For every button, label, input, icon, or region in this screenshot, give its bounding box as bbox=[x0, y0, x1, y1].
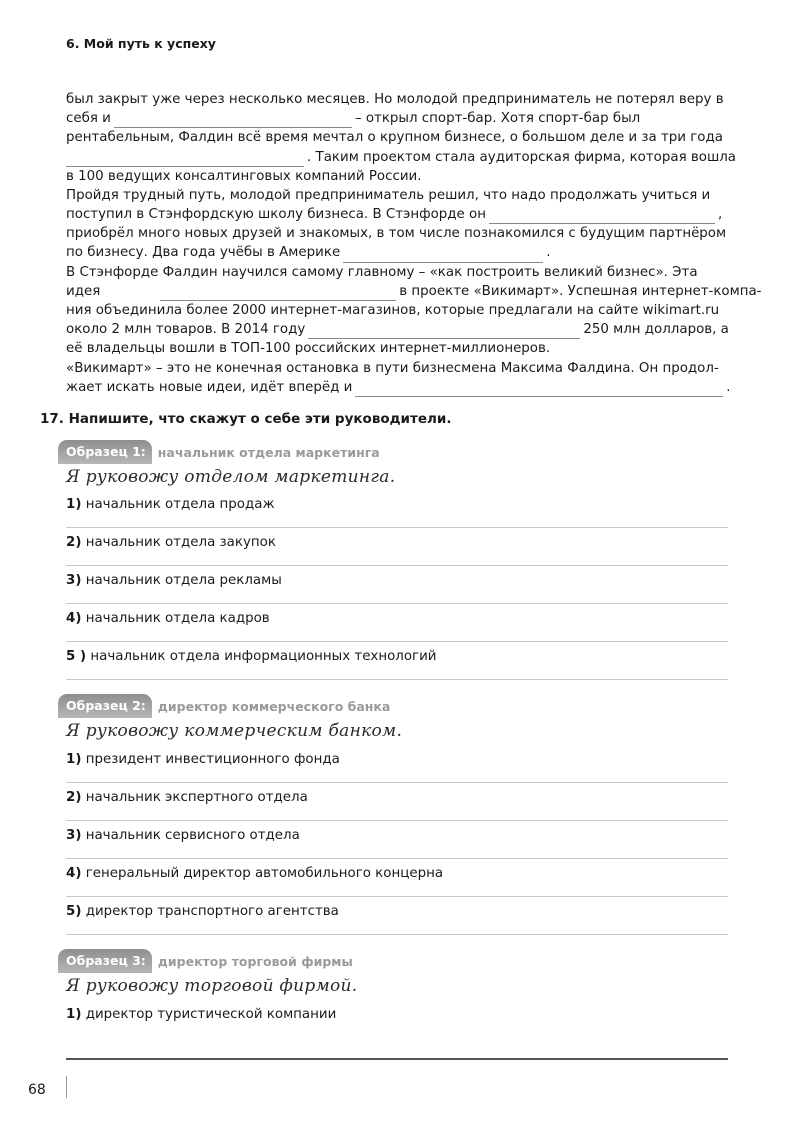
sample-answer: Я руковожу торговой фирмой. bbox=[66, 976, 358, 996]
sample-role: начальник отдела маркетинга bbox=[157, 444, 380, 460]
text-line bbox=[66, 320, 729, 339]
fill-in-blank[interactable] bbox=[355, 383, 723, 397]
text-fragment: около 2 млн товаров. В 2014 году bbox=[66, 322, 306, 338]
text-fragment: был закрыт уже через несколько месяцев. Но молодой предприниматель не потерял веру в bbox=[66, 91, 724, 107]
sample-role: директор коммерческого банка bbox=[157, 698, 391, 714]
text-line bbox=[66, 301, 724, 320]
list-item[interactable] bbox=[66, 866, 728, 897]
item-text: начальник отдела кадров bbox=[85, 611, 270, 626]
item-number: 3) bbox=[66, 573, 82, 588]
text-line bbox=[66, 205, 724, 224]
text-fragment: «Викимарт» – это не конечная остановка в пути бизнесмена Максима Фалдина. Он продол- bbox=[66, 360, 719, 376]
item-text: начальник сервисного отдела bbox=[85, 828, 300, 843]
fill-in-blank[interactable] bbox=[308, 325, 580, 339]
fill-in-blank[interactable] bbox=[66, 153, 304, 167]
text-line bbox=[66, 109, 724, 128]
text-fragment: – открыл спорт-бар. Хотя спорт-бар был bbox=[354, 111, 641, 127]
chapter-header: 6. Мой путь к успеху bbox=[66, 36, 216, 51]
item-text: начальник экспертного отдела bbox=[85, 790, 308, 805]
text-line bbox=[66, 282, 762, 301]
item-number: 5) bbox=[66, 904, 82, 919]
item-text: директор транспортного агентства bbox=[85, 904, 339, 919]
text-fragment: , bbox=[717, 207, 723, 223]
text-fragment: рентабельным, Фалдин всё время мечтал о крупном бизнесе, о большом деле и за три года bbox=[66, 130, 723, 146]
text-line bbox=[66, 378, 731, 397]
text-line bbox=[66, 244, 724, 263]
item-text: начальник отдела закупок bbox=[85, 535, 276, 550]
item-number: 4) bbox=[66, 866, 82, 881]
item-text: начальник отдела продаж bbox=[85, 497, 275, 512]
list-item[interactable] bbox=[66, 497, 728, 528]
text-fragment: себя и bbox=[66, 111, 111, 127]
item-text: начальник отдела информационных технологий bbox=[90, 649, 437, 664]
list-item[interactable] bbox=[66, 790, 728, 821]
item-number: 4) bbox=[66, 611, 82, 626]
fill-in-blank[interactable] bbox=[160, 287, 396, 301]
text-line bbox=[66, 224, 727, 243]
footer-divider bbox=[66, 1076, 67, 1098]
text-line bbox=[66, 128, 724, 147]
sample-label: Образец 3: bbox=[58, 949, 152, 973]
item-text: президент инвестиционного фонда bbox=[85, 752, 340, 767]
item-text: начальник отдела рекламы bbox=[85, 573, 282, 588]
text-line bbox=[66, 186, 724, 205]
list-item[interactable] bbox=[66, 611, 728, 642]
text-fragment: . bbox=[726, 379, 731, 395]
fill-in-blank[interactable] bbox=[343, 249, 543, 263]
list-item[interactable] bbox=[66, 752, 728, 783]
sample-tab bbox=[58, 949, 353, 973]
fill-in-blank[interactable] bbox=[489, 210, 715, 224]
answer-line bbox=[66, 1058, 728, 1060]
text-line bbox=[66, 263, 724, 282]
item-number: 2) bbox=[66, 535, 82, 550]
text-fragment: поступил в Стэнфордскую школу бизнеса. В Стэнфорде он bbox=[66, 207, 486, 223]
task-title: 17. Напишите, что скажут о себе эти руководители. bbox=[40, 411, 452, 427]
text-fragment: . bbox=[546, 245, 551, 261]
text-fragment: её владельцы вошли в ТОП-100 российских интернет-миллионеров. bbox=[66, 341, 551, 357]
sample-role: директор торговой фирмы bbox=[157, 953, 353, 969]
list-item[interactable] bbox=[66, 573, 728, 604]
text-fragment: ния объединила более 2000 интернет-магазинов, которые предлагали на сайте wikimart.ru bbox=[66, 303, 720, 319]
list-item[interactable] bbox=[66, 649, 728, 680]
sample-answer: Я руковожу коммерческим банком. bbox=[66, 721, 403, 741]
text-fragment: по бизнесу. Два года учёбы в Америке bbox=[66, 245, 341, 261]
text-line bbox=[66, 339, 724, 358]
list-item[interactable] bbox=[66, 1007, 728, 1037]
text-fragment: . Таким проектом стала аудиторская фирма, которая вошла bbox=[307, 149, 736, 165]
item-number: 1) bbox=[66, 752, 82, 767]
item-text: генеральный директор автомобильного концерна bbox=[85, 866, 444, 881]
text-line bbox=[66, 90, 724, 109]
text-fragment: Пройдя трудный путь, молодой предприниматель решил, что надо продолжать учиться и bbox=[66, 187, 711, 203]
item-number: 1) bbox=[66, 1007, 82, 1022]
list-item[interactable] bbox=[66, 535, 728, 566]
text-fragment: идея bbox=[66, 283, 101, 299]
fill-in-blank[interactable] bbox=[114, 114, 352, 128]
text-fragment: в 100 ведущих консалтинговых компаний России. bbox=[66, 168, 422, 184]
list-item[interactable] bbox=[66, 904, 728, 935]
item-number: 5 ) bbox=[66, 649, 87, 664]
text-line bbox=[66, 359, 724, 378]
reading-text bbox=[66, 90, 762, 397]
sample-tab bbox=[58, 694, 390, 718]
sample-tab bbox=[58, 440, 380, 464]
text-fragment: жает искать новые идеи, идёт вперёд и bbox=[66, 379, 353, 395]
text-fragment: в проекте «Викимарт». Успешная интернет-компа- bbox=[399, 283, 762, 299]
sample-label: Образец 1: bbox=[58, 440, 152, 464]
text-fragment: 250 млн долларов, а bbox=[583, 322, 729, 338]
text-line bbox=[66, 148, 736, 167]
page-number: 68 bbox=[28, 1082, 46, 1098]
item-number: 3) bbox=[66, 828, 82, 843]
text-fragment: приобрёл много новых друзей и знакомых, в том числе познакомился с будущим партнёром bbox=[66, 226, 727, 242]
list-item[interactable] bbox=[66, 828, 728, 859]
item-number: 1) bbox=[66, 497, 82, 512]
text-fragment: В Стэнфорде Фалдин научился самому главному – «как построить великий бизнес». Эта bbox=[66, 264, 698, 280]
item-text: директор туристической компании bbox=[85, 1007, 337, 1022]
item-number: 2) bbox=[66, 790, 82, 805]
sample-label: Образец 2: bbox=[58, 694, 152, 718]
sample-answer: Я руковожу отделом маркетинга. bbox=[66, 467, 396, 487]
text-line bbox=[66, 167, 724, 186]
